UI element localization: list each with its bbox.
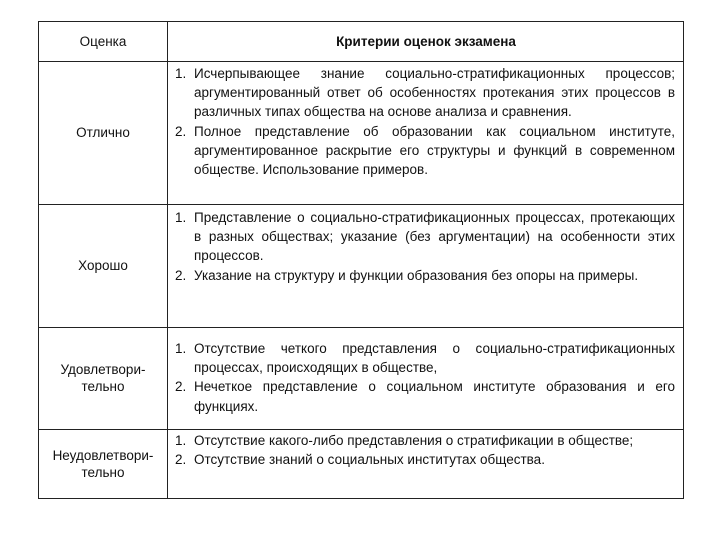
- grade-cell: [39, 327, 167, 429]
- grade-cell: [39, 61, 167, 204]
- grade-label: Хорошо: [78, 258, 128, 273]
- item-text: Отсутствие какого-либо представления о стратификации в обществе;: [194, 433, 634, 448]
- criteria-item: [175, 377, 675, 415]
- item-text: Указание на структуру и функции образования без опоры на примеры.: [194, 267, 639, 283]
- criteria-cell: [167, 431, 685, 469]
- header-grade: Оценка: [79, 34, 127, 49]
- item-number: 1.: [175, 66, 187, 81]
- criteria-item: [175, 208, 675, 266]
- criteria-item: [175, 450, 675, 469]
- item-text: Отсутствие четкого представления о социально-стратификационных процессах, происходящих в обществе,: [194, 341, 675, 376]
- criteria-item: [175, 266, 675, 285]
- criteria-item: [175, 339, 675, 377]
- grade-cell: [39, 204, 167, 327]
- item-text: Нечеткое представление о социальном институте образования и его функциях.: [194, 379, 675, 414]
- grade-label: Отлично: [76, 125, 130, 140]
- item-text: Исчерпывающее знание социально-стратификационных процессов; аргументированный ответ об особенностях протекания этих процессов в различных типах общества на основе анализа и сравнения.: [194, 66, 675, 120]
- item-number: 2.: [175, 267, 187, 283]
- item-number: 2.: [175, 379, 187, 395]
- item-number: 1.: [175, 210, 187, 225]
- item-text: Отсутствие знаний о социальных институтах общества.: [194, 452, 545, 468]
- header-criteria: Критерии оценок экзамена: [336, 34, 516, 49]
- criteria-item: [175, 431, 675, 450]
- item-text: Полное представление об образовании как социальном институте, аргументированное раскрытие его структуры и функций в современном обществе. Использование примеров.: [194, 123, 675, 178]
- item-text: Представление о социально-стратификационных процессах, протекающих в разных обществах; указание (без аргументации) на особенности этих процессов.: [194, 210, 675, 264]
- criteria-cell: [167, 64, 685, 179]
- grade-label: Удовлетвори-тельно: [60, 362, 146, 394]
- criteria-item: [175, 64, 675, 122]
- grade-cell: [39, 429, 167, 499]
- grade-label: Неудовлетвори-тельно: [52, 448, 154, 480]
- exam-criteria-table: [38, 21, 684, 499]
- criteria-cell: [167, 208, 685, 285]
- criteria-cell: [167, 339, 685, 416]
- item-number: 1.: [175, 341, 187, 356]
- item-number: 1.: [175, 433, 187, 448]
- criteria-item: [175, 122, 675, 180]
- item-number: 2.: [175, 123, 187, 139]
- item-number: 2.: [175, 452, 187, 468]
